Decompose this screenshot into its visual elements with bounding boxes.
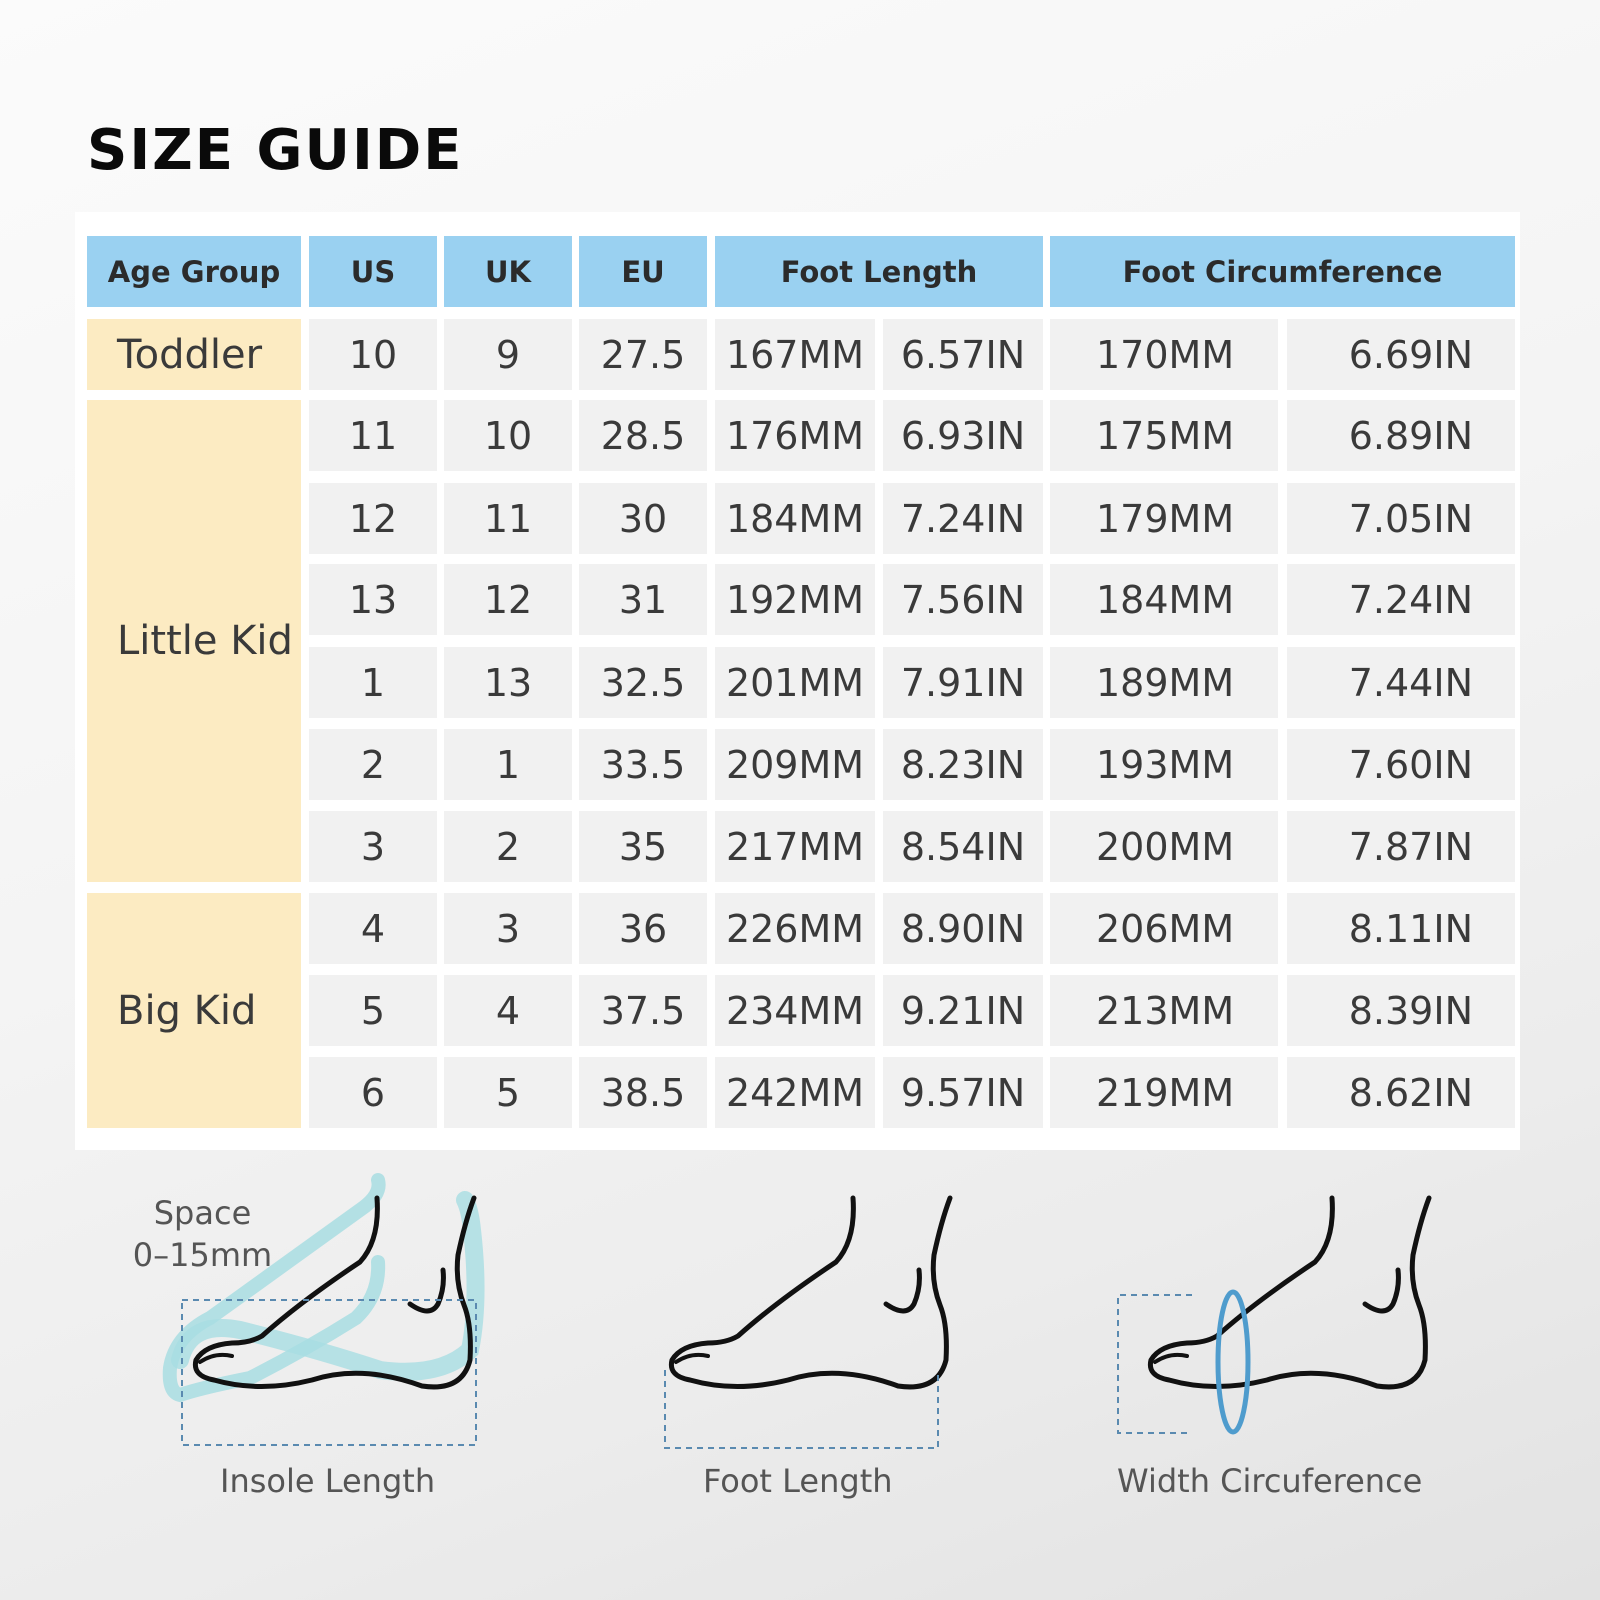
us-size-cell: 2 bbox=[309, 729, 437, 800]
foot-circumference-in-cell: 8.62IN bbox=[1287, 1057, 1515, 1128]
us-size-cell: 6 bbox=[309, 1057, 437, 1128]
uk-size-cell: 9 bbox=[444, 319, 572, 390]
foot-width-icon bbox=[1118, 1198, 1429, 1433]
us-size-cell: 11 bbox=[309, 400, 437, 471]
space-note: Space 0–15mm bbox=[132, 1194, 273, 1274]
eu-size-cell: 27.5 bbox=[579, 319, 707, 390]
uk-size-cell: 4 bbox=[444, 975, 572, 1046]
uk-size-cell: 2 bbox=[444, 811, 572, 882]
us-size-cell: 4 bbox=[309, 893, 437, 964]
foot-circumference-in-cell: 7.24IN bbox=[1287, 564, 1515, 635]
foot-length-icon bbox=[665, 1198, 950, 1448]
foot-length-mm-cell: 192MM bbox=[715, 564, 875, 635]
uk-size-cell: 3 bbox=[444, 893, 572, 964]
foot-length-in-cell: 7.91IN bbox=[883, 647, 1043, 718]
us-size-cell: 3 bbox=[309, 811, 437, 882]
foot-length-in-cell: 9.21IN bbox=[883, 975, 1043, 1046]
foot-length-in-cell: 6.93IN bbox=[883, 400, 1043, 471]
eu-size-cell: 32.5 bbox=[579, 647, 707, 718]
eu-size-cell: 30 bbox=[579, 483, 707, 554]
uk-size-cell: 11 bbox=[444, 483, 572, 554]
foot-length-mm-cell: 201MM bbox=[715, 647, 875, 718]
foot-length-in-cell: 6.57IN bbox=[883, 319, 1043, 390]
us-size-cell: 10 bbox=[309, 319, 437, 390]
foot-length-in-cell: 7.24IN bbox=[883, 483, 1043, 554]
foot-length-in-cell: 9.57IN bbox=[883, 1057, 1043, 1128]
us-size-cell: 13 bbox=[309, 564, 437, 635]
foot-length-in-cell: 7.56IN bbox=[883, 564, 1043, 635]
header-eu: EU bbox=[579, 236, 707, 307]
foot-circumference-in-cell: 7.60IN bbox=[1287, 729, 1515, 800]
foot-circumference-in-cell: 8.39IN bbox=[1287, 975, 1515, 1046]
foot-length-mm-cell: 176MM bbox=[715, 400, 875, 471]
uk-size-cell: 13 bbox=[444, 647, 572, 718]
eu-size-cell: 28.5 bbox=[579, 400, 707, 471]
us-size-cell: 1 bbox=[309, 647, 437, 718]
foot-circumference-mm-cell: 213MM bbox=[1050, 975, 1278, 1046]
width-circumference-label: Width Circuference bbox=[1117, 1462, 1423, 1500]
uk-size-cell: 12 bbox=[444, 564, 572, 635]
header-uk: UK bbox=[444, 236, 572, 307]
foot-length-in-cell: 8.90IN bbox=[883, 893, 1043, 964]
age-group-cell: Big Kid bbox=[87, 893, 301, 1128]
eu-size-cell: 33.5 bbox=[579, 729, 707, 800]
foot-circumference-mm-cell: 206MM bbox=[1050, 893, 1278, 964]
foot-length-mm-cell: 184MM bbox=[715, 483, 875, 554]
eu-size-cell: 31 bbox=[579, 564, 707, 635]
eu-size-cell: 38.5 bbox=[579, 1057, 707, 1128]
foot-length-mm-cell: 167MM bbox=[715, 319, 875, 390]
foot-circumference-in-cell: 8.11IN bbox=[1287, 893, 1515, 964]
foot-length-in-cell: 8.23IN bbox=[883, 729, 1043, 800]
foot-circumference-mm-cell: 175MM bbox=[1050, 400, 1278, 471]
us-size-cell: 12 bbox=[309, 483, 437, 554]
foot-length-mm-cell: 242MM bbox=[715, 1057, 875, 1128]
header-us: US bbox=[309, 236, 437, 307]
uk-size-cell: 1 bbox=[444, 729, 572, 800]
foot-length-label: Foot Length bbox=[703, 1462, 893, 1500]
foot-length-mm-cell: 226MM bbox=[715, 893, 875, 964]
foot-length-mm-cell: 209MM bbox=[715, 729, 875, 800]
uk-size-cell: 10 bbox=[444, 400, 572, 471]
foot-circumference-mm-cell: 219MM bbox=[1050, 1057, 1278, 1128]
header-foot-length: Foot Length bbox=[715, 236, 1043, 307]
foot-circumference-mm-cell: 170MM bbox=[1050, 319, 1278, 390]
header-age-group: Age Group bbox=[87, 236, 301, 307]
foot-circumference-in-cell: 7.44IN bbox=[1287, 647, 1515, 718]
foot-length-in-cell: 8.54IN bbox=[883, 811, 1043, 882]
age-group-cell: Toddler bbox=[87, 319, 301, 390]
foot-circumference-mm-cell: 184MM bbox=[1050, 564, 1278, 635]
header-foot-circumference: Foot Circumference bbox=[1050, 236, 1515, 307]
foot-circumference-mm-cell: 200MM bbox=[1050, 811, 1278, 882]
foot-circumference-mm-cell: 179MM bbox=[1050, 483, 1278, 554]
foot-circumference-in-cell: 7.87IN bbox=[1287, 811, 1515, 882]
eu-size-cell: 35 bbox=[579, 811, 707, 882]
foot-circumference-in-cell: 6.89IN bbox=[1287, 400, 1515, 471]
foot-length-mm-cell: 217MM bbox=[715, 811, 875, 882]
foot-circumference-mm-cell: 193MM bbox=[1050, 729, 1278, 800]
age-group-cell: Little Kid bbox=[87, 400, 301, 882]
page-title: SIZE GUIDE bbox=[87, 118, 464, 183]
foot-circumference-mm-cell: 189MM bbox=[1050, 647, 1278, 718]
eu-size-cell: 37.5 bbox=[579, 975, 707, 1046]
foot-length-mm-cell: 234MM bbox=[715, 975, 875, 1046]
eu-size-cell: 36 bbox=[579, 893, 707, 964]
foot-circumference-in-cell: 7.05IN bbox=[1287, 483, 1515, 554]
us-size-cell: 5 bbox=[309, 975, 437, 1046]
insole-length-label: Insole Length bbox=[220, 1462, 436, 1500]
foot-circumference-in-cell: 6.69IN bbox=[1287, 319, 1515, 390]
uk-size-cell: 5 bbox=[444, 1057, 572, 1128]
